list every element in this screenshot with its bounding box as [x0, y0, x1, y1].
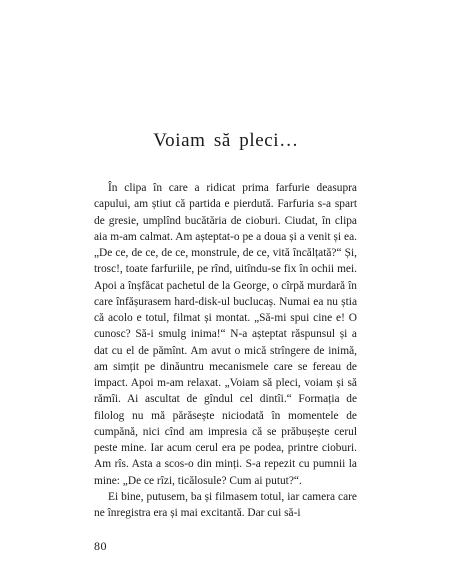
chapter-title: Voiam să pleci… [153, 130, 299, 151]
chapter-body [94, 180, 357, 521]
page-number: 80 [94, 539, 107, 553]
paragraph: În clipa în care a ridicat prima farfurie deasupra capului, am știut că partida e pierdută. Farfuria s-a spart de gresie, umplînd bucătăria de cioburi. Ciudat, în clipa aia m-am calmat. Am așteptat-o pe a doua și a venit și ea. „De ce, de ce, de ce, monstrule, de ce, vită încălțată?“ Și, trosc!, toate farfuriile, pe rînd, uitîndu-se fix în ochii mei. Apoi a înșfăcat pachetul de la George, o cîrpă murdară în care înfășurasem hard-disk-ul buclucaș. Numai ea nu știa că acolo e totul, filmat și montat. „Să-mi spui cine e! O cunosc? Să-i smulg inima!“ N-a așteptat răspunsul și a dat cu el de pămînt. Am avut o mică strîngere de inimă, am simțit pe dinăuntru mecanismele care se fereau de impact. Apoi m-am relaxat. „Voiam să pleci, voiam și să rămîi. Ai ascultat de gîndul cel dintîi.“ Formația de filolog nu mă părăsește niciodată în momentele de cumpănă, nici cînd am impresia că se prăbușește cerul peste mine. Iar acum cerul era pe podea, printre cioburi. Am rîs. Asta a scos-o din minți. S-a repezit cu pumnii la mine: „De ce rîzi, ticălosule? Cum ai putut?“. [94, 182, 357, 487]
paragraph: Ei bine, putusem, ba și filmasem totul, iar camera care ne înregistra era și mai excitantă. Dar cui să-i [94, 490, 357, 519]
